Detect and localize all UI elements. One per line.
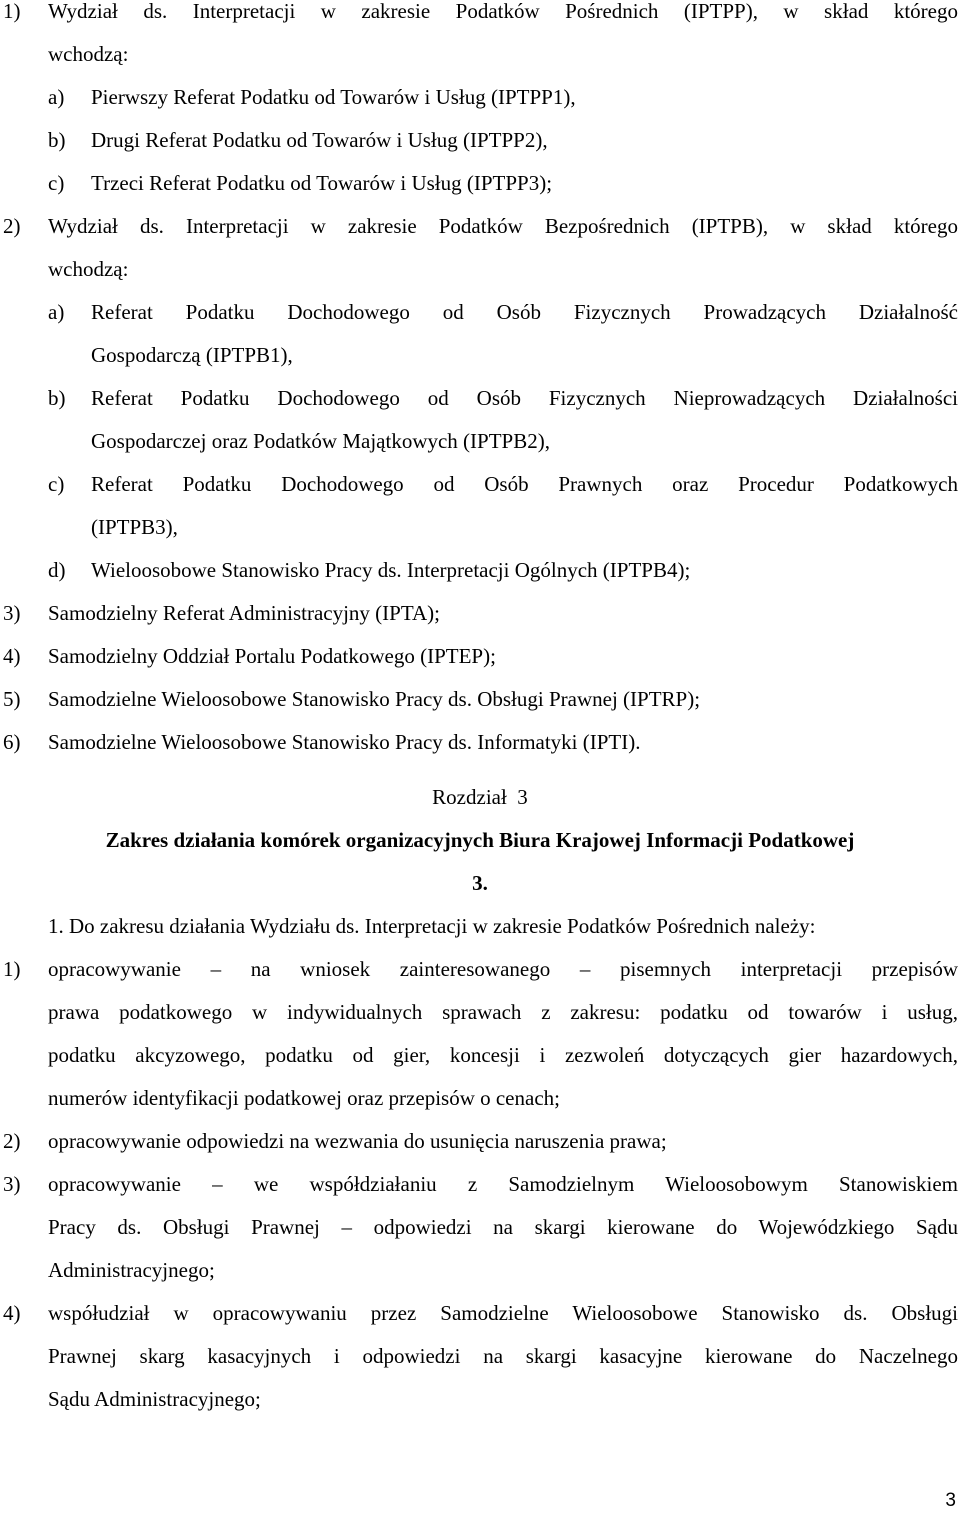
list-item-text: wchodzą: <box>48 257 129 281</box>
item-number: 4) <box>3 644 21 668</box>
sub-item-text: Referat Podatku Dochodowego od Osób Fizycznych Prowadzących Działalność <box>91 300 958 324</box>
sub-item-letter: c) <box>48 171 65 195</box>
sub-item-text: Gospodarczej oraz Podatków Majątkowych (IPTPB2), <box>91 429 550 453</box>
chapter-title: Zakres działania komórek organizacyjnych Biura Krajowej Informacji Podatkowej <box>105 828 855 852</box>
list-item-text: wchodzą: <box>48 42 129 66</box>
sub-item-text: Gospodarczą (IPTPB1), <box>91 343 293 367</box>
sub-item-letter: a) <box>48 300 65 324</box>
list-item-text: opracowywanie – na wniosek zainteresowanego – pisemnych interpretacji przepisów <box>48 957 958 981</box>
list-item-text: Prawnej skarg kasacyjnych i odpowiedzi na skargi kasacyjne kierowane do Naczelnego <box>48 1344 958 1368</box>
list-item-text: Sądu Administracyjnego; <box>48 1387 261 1411</box>
sub-item-text: Referat Podatku Dochodowego od Osób Fizycznych Nieprowadzących Działalności <box>91 386 958 410</box>
list-item-text: Samodzielny Oddział Portalu Podatkowego (IPTEP); <box>48 644 496 668</box>
sub-item-text: Referat Podatku Dochodowego od Osób Prawnych oraz Procedur Podatkowych <box>91 472 958 496</box>
list-item-text: Samodzielny Referat Administracyjny (IPTA); <box>48 601 440 625</box>
list-item-text: Samodzielne Wieloosobowe Stanowisko Pracy ds. Obsługi Prawnej (IPTRP); <box>48 687 701 711</box>
item-number: 2) <box>3 214 21 238</box>
list-item-text: Samodzielne Wieloosobowe Stanowisko Pracy ds. Informatyki (IPTI). <box>48 730 641 754</box>
sub-item-letter: b) <box>48 386 66 410</box>
item-number: 4) <box>3 1301 21 1325</box>
item-number: 2) <box>3 1129 21 1153</box>
list-item-text: numerów identyfikacji podatkowej oraz przepisów o cenach; <box>48 1086 560 1110</box>
page-number: 3 <box>945 1490 956 1511</box>
item-number: 1) <box>3 0 21 23</box>
sub-item-letter: d) <box>48 558 66 582</box>
item-number: 3) <box>3 601 21 625</box>
item-number: 3) <box>3 1172 21 1196</box>
sub-item-text: Wieloosobowe Stanowisko Pracy ds. Interpretacji Ogólnych (IPTPB4); <box>91 558 691 582</box>
list-item-text: opracowywanie odpowiedzi na wezwania do usunięcia naruszenia prawa; <box>48 1129 667 1153</box>
list-item-text: prawa podatkowego w indywidualnych sprawach z zakresu: podatku od towarów i usług, <box>48 1000 958 1024</box>
sub-item-text: Pierwszy Referat Podatku od Towarów i Usług (IPTPP1), <box>91 85 576 109</box>
list-item-text: podatku akcyzowego, podatku od gier, koncesji i zezwoleń dotyczących gier hazardowych, <box>48 1043 958 1067</box>
sub-item-letter: b) <box>48 128 66 152</box>
sub-item-letter: a) <box>48 85 65 109</box>
list-item-text: współudział w opracowywaniu przez Samodzielne Wieloosobowe Stanowisko ds. Obsługi <box>48 1301 958 1325</box>
sub-item-text: Trzeci Referat Podatku od Towarów i Usług (IPTPP3); <box>91 171 553 195</box>
list-item-text: opracowywanie – we współdziałaniu z Samodzielnym Wieloosobowym Stanowiskiem <box>48 1172 958 1196</box>
item-number: 6) <box>3 730 21 754</box>
list-item-text: Administracyjnego; <box>48 1258 215 1282</box>
list-item-text: Wydział ds. Interpretacji w zakresie Podatków Pośrednich (IPTPP), w skład którego <box>48 0 958 23</box>
sub-item-text: (IPTPB3), <box>91 515 178 539</box>
chapter-label: Rozdział 3 <box>432 785 528 809</box>
list-item-text: Pracy ds. Obsługi Prawnej – odpowiedzi na skargi kierowane do Wojewódzkiego Sądu <box>48 1215 958 1239</box>
sub-item-letter: c) <box>48 472 65 496</box>
section-intro: 1. Do zakresu działania Wydziału ds. Interpretacji w zakresie Podatków Pośrednich należy: <box>48 914 816 938</box>
sub-item-text: Drugi Referat Podatku od Towarów i Usług (IPTPP2), <box>91 128 548 152</box>
section-mark: 3. <box>472 871 488 895</box>
list-item-text: Wydział ds. Interpretacji w zakresie Podatków Bezpośrednich (IPTPB), w skład którego <box>48 214 958 238</box>
item-number: 5) <box>3 687 21 711</box>
item-number: 1) <box>3 957 21 981</box>
